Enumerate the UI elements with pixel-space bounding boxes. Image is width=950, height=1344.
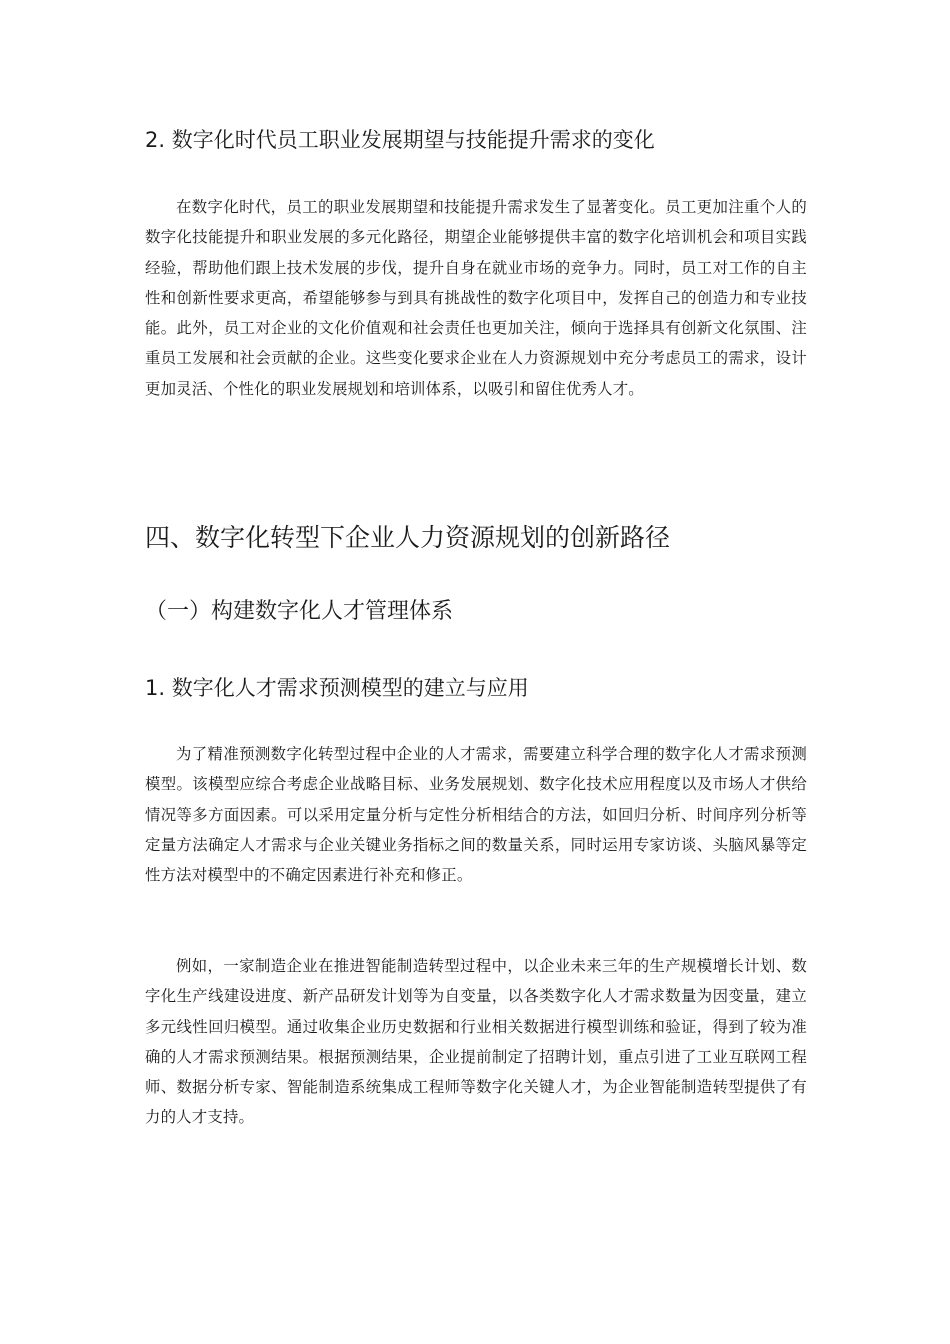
heading-2-career-expectations: 2. 数字化时代员工职业发展期望与技能提升需求的变化 [145, 128, 655, 152]
paragraph-manufacturing-example: 例如，一家制造企业在推进智能制造转型过程中，以企业未来三年的生产规模增长计划、数字化生产线建设进度、新产品研发计划等为自变量，以各类数字化人才需求数量为因变量，建立多元线性回归模型。通过收集企业历史数据和行业相关数据进行模型训练和验证，得到了较为准确的人才需求预测结果。根据预测结果，企业提前制定了招聘计划，重点引进了工业互联网工程师、数据分析专家、智能制造系统集成工程师等数字化关键人才，为企业智能制造转型提供了有力的人才支持。 [145, 957, 807, 1127]
chapter-4-title: 四、数字化转型下企业人力资源规划的创新路径 [145, 523, 671, 552]
paragraph-prediction-model: 为了精准预测数字化转型过程中企业的人才需求，需要建立科学合理的数字化人才需求预测模型。该模型应综合考虑企业战略目标、业务发展规划、数字化技术应用程度以及市场人才供给情况等多方面因素。可以采用定量分析与定性分析相结合的方法，如回归分析、时间序列分析等定量方法确定人才需求与企业关键业务指标之间的数量关系，同时运用专家访谈、头脑风暴等定性方法对模型中的不确定因素进行补充和修正。 [145, 745, 807, 885]
paragraph-employee-expectations: 在数字化时代，员工的职业发展期望和技能提升需求发生了显著变化。员工更加注重个人的数字化技能提升和职业发展的多元化路径，期望企业能够提供丰富的数字化培训机会和项目实践经验，帮助他们跟上技术发展的步伐，提升自身在就业市场的竞争力。同时，员工对工作的自主性和创新性要求更高，希望能够参与到具有挑战性的数字化项目中，发挥自己的创造力和专业技能。此外，员工对企业的文化价值观和社会责任也更加关注，倾向于选择具有创新文化氛围、注重员工发展和社会贡献的企业。这些变化要求企业在人力资源规划中充分考虑员工的需求，设计更加灵活、个性化的职业发展规划和培训体系，以吸引和留住优秀人才。 [145, 198, 807, 398]
heading-1-demand-model: 1. 数字化人才需求预测模型的建立与应用 [145, 676, 529, 700]
section-1-title: （一）构建数字化人才管理体系 [145, 599, 454, 624]
